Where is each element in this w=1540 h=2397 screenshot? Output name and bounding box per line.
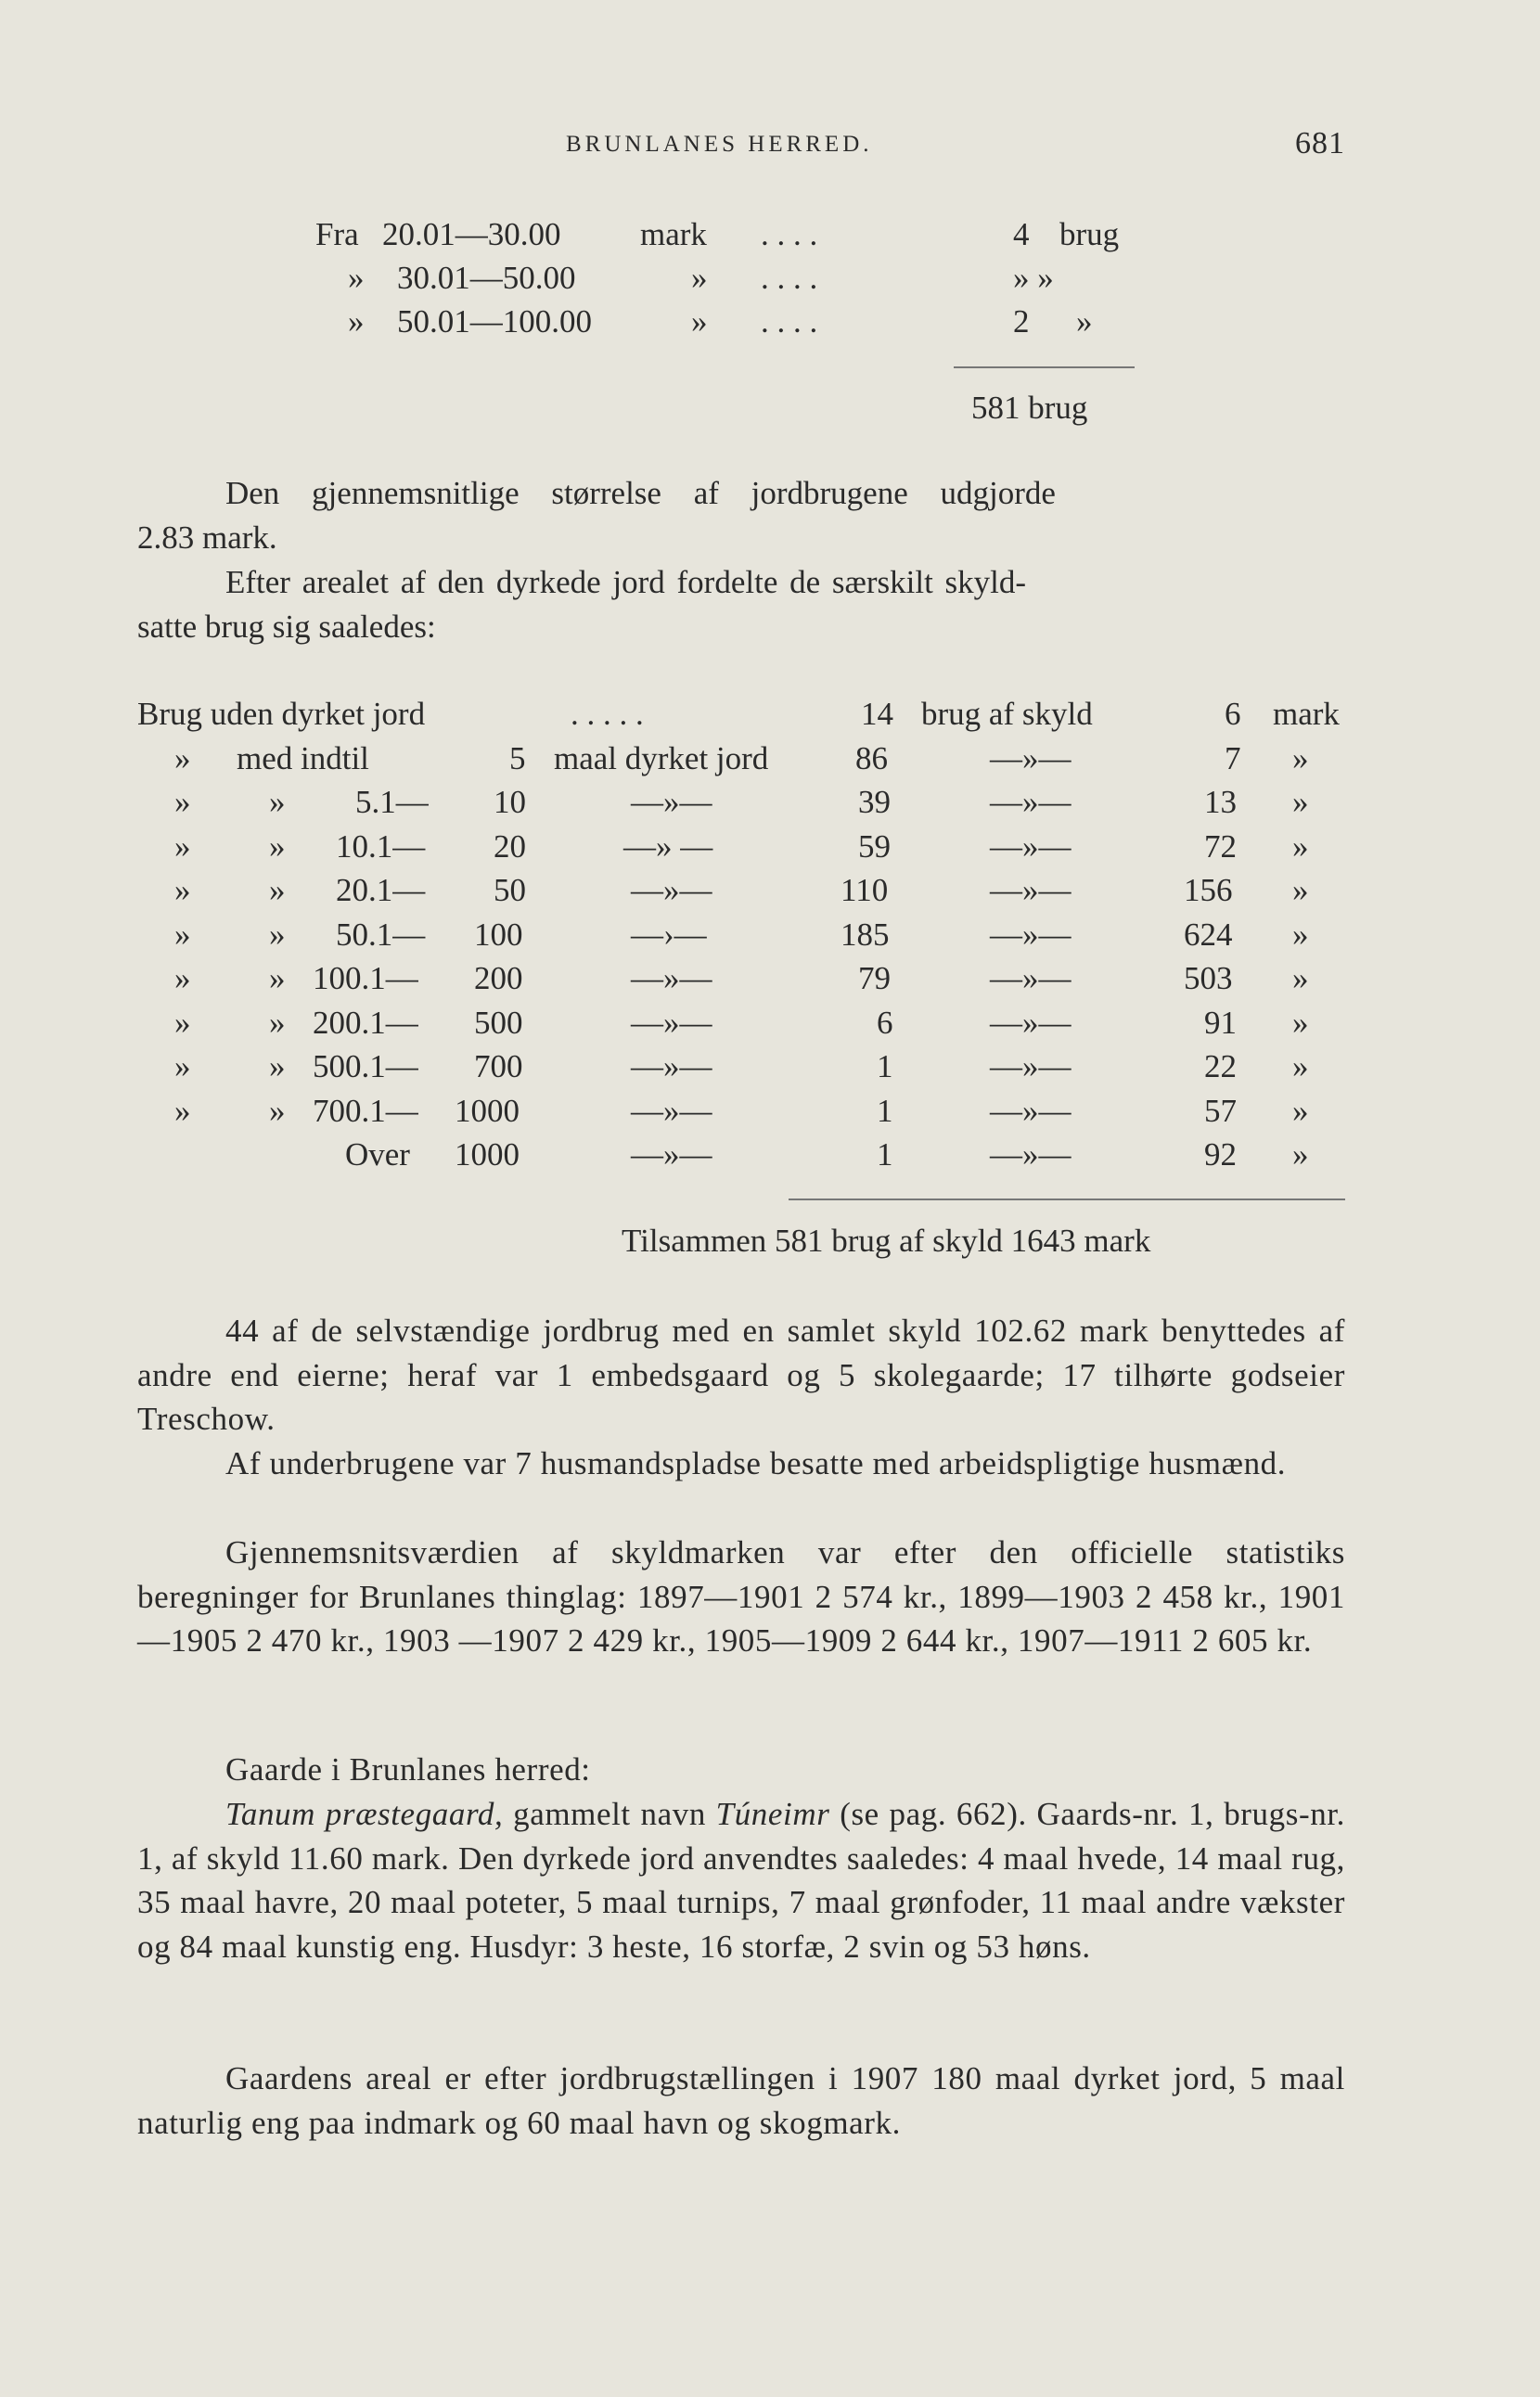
page-number: 681 (1295, 126, 1345, 160)
row-count: 2 (1013, 303, 1030, 340)
row-tail: brug (1059, 216, 1120, 252)
row-dots: . . . . . (571, 696, 644, 732)
row-quote: » (174, 740, 191, 776)
row-ditto: —»— (990, 916, 1072, 953)
row-ditto: —» — (623, 828, 713, 865)
row-ditto: —»— (631, 872, 712, 908)
sum-rule (789, 1198, 1345, 1200)
row-skyld: 7 (1225, 740, 1241, 776)
row-ditto: —»— (631, 1048, 712, 1084)
top-table-total: 581 brug (971, 390, 1088, 426)
row-dots: . . . . (761, 303, 818, 340)
sum-rule (954, 366, 1135, 368)
row-quote: » (269, 960, 286, 996)
row-to: 1000 (455, 1136, 520, 1173)
row-range: 30.01—50.00 (397, 260, 576, 296)
row-quote: » (174, 828, 191, 865)
row-skyld: 72 (1204, 828, 1237, 865)
row-count: 4 (1013, 216, 1030, 252)
para3-text: 44 af de selvstændige jordbrug med en samlet skyld 102.62 mark benyttedes af andre end eierne; heraf var 1 embedsgaard og 5 skolegaarde; 17 tilhørte godseier Treschow. (137, 1313, 1345, 1437)
row-label: Brug uden dyrket jord (137, 696, 426, 732)
row-to: 10 (494, 784, 526, 820)
row-ditto: —»— (990, 740, 1072, 776)
row-quote: » (269, 872, 286, 908)
row-to: 700 (474, 1048, 523, 1084)
row-unit: » (1292, 916, 1309, 953)
para1-line1-wrap (225, 475, 1345, 512)
row-from: 500.1— (313, 1048, 418, 1084)
row-ditto: —»— (990, 784, 1072, 820)
row-dots: . . . . (761, 216, 818, 252)
running-header (139, 126, 1345, 173)
row-unit: » (1292, 828, 1309, 865)
row-skyld: 624 (1184, 916, 1233, 953)
row-quote: » (174, 784, 191, 820)
row-ditto: —»— (990, 960, 1072, 996)
row-from: 20.1— (336, 872, 426, 908)
row-skyld: 6 (1225, 696, 1241, 732)
para5-text: Gjennemsnitsværdien af skyldmarken var efter den officielle statistiks beregninger for Brunlanes thinglag: 1897—1901 2 574 kr., 1899—1903 2 458 kr., 1901—1905 2 470 kr., 1903 —1907 2 429 kr., 1905—1909 2 644 kr., 1907—1911 2 605 kr. (137, 1534, 1345, 1659)
row-count: 59 (858, 828, 891, 865)
row-unit: » (1292, 1005, 1309, 1041)
row-skyld: 22 (1204, 1048, 1237, 1084)
row-quote: » (269, 1048, 286, 1084)
row-ditto: —»— (990, 1048, 1072, 1084)
row-count: 110 (841, 872, 889, 908)
farm-name: Tanum præstegaard, (225, 1796, 504, 1832)
row-skyld: 91 (1204, 1005, 1237, 1041)
row-from: 50.1— (336, 916, 426, 953)
row-count: 1 (877, 1136, 893, 1173)
row-ditto: —»— (631, 960, 712, 996)
row-unit: » (1292, 1048, 1309, 1084)
row-unit: » (1292, 1093, 1309, 1129)
row-quote: » (174, 1048, 191, 1084)
row-to: 200 (474, 960, 523, 996)
row-skyld: 57 (1204, 1093, 1237, 1129)
row-ditto: —»— (990, 872, 1072, 908)
row-unit: mark (1273, 696, 1340, 732)
header-title: BRUNLANES HERRED. (566, 132, 873, 157)
row-unit: » (1292, 960, 1309, 996)
row-from: 700.1— (313, 1093, 418, 1129)
row-range: 50.01—100.00 (397, 303, 592, 340)
row-quote: » (269, 828, 286, 865)
para6-text: Gaarde i Brunlanes herred: (225, 1751, 591, 1788)
row-quote: » (174, 916, 191, 953)
row-skyld: 13 (1204, 784, 1237, 820)
row-to: 1000 (455, 1093, 520, 1129)
row-skyld: 156 (1184, 872, 1233, 908)
row-quote: » (174, 960, 191, 996)
para6 (137, 1748, 1345, 1792)
row-unit: » (1292, 872, 1309, 908)
para4 (137, 1442, 1345, 1486)
para1-line1: Den gjennemsnitlige størrelse af jordbrugene udgjorde (225, 475, 1056, 511)
row-count: 79 (858, 960, 891, 996)
para7-text (137, 1792, 1345, 1968)
row-quote: » (269, 1005, 286, 1041)
para2-line1: Efter arealet af den dyrkede jord fordelte de særskilt skyld- (225, 564, 1027, 600)
row-ditto: —»— (631, 1093, 712, 1129)
row-quote: » (269, 784, 286, 820)
row-unit: » (691, 260, 708, 296)
brug-table-total: Tilsammen 581 brug af skyld 1643 mark (622, 1223, 1151, 1259)
row-ditto: —»— (990, 1093, 1072, 1129)
para4-text: Af underbrugene var 7 husmandspladse besatte med arbeidspligtige husmænd. (225, 1445, 1287, 1481)
row-to: 50 (494, 872, 526, 908)
row-quote: » (269, 916, 286, 953)
row-unit: mark (640, 216, 707, 252)
row-quote: » (269, 1093, 286, 1129)
row-ditto: —»— (631, 784, 712, 820)
row-quote: » (174, 1005, 191, 1041)
row-count: 6 (877, 1005, 893, 1041)
row-mid: brug af skyld (921, 696, 1093, 732)
row-ditto: —»— (990, 1136, 1072, 1173)
row-range: 20.01—30.00 (382, 216, 561, 252)
row-count: 1 (877, 1048, 893, 1084)
para8 (137, 2057, 1345, 2145)
row-count: » » (1013, 260, 1054, 296)
row-tail: » (1076, 303, 1093, 340)
row-unit: » (1292, 784, 1309, 820)
row-quote: » (174, 872, 191, 908)
para7 (137, 1792, 1345, 1968)
row-unit: » (691, 303, 708, 340)
row-quote: » (174, 1093, 191, 1129)
row-prefix: » (348, 260, 365, 296)
old-farm-name: Túneimr (715, 1796, 830, 1832)
row-ditto: —»— (631, 1136, 712, 1173)
row-count: 1 (877, 1093, 893, 1129)
row-skyld: 92 (1204, 1136, 1237, 1173)
row-from: 10.1— (336, 828, 426, 865)
row-from: 200.1— (313, 1005, 418, 1041)
row-unit: » (1292, 1136, 1309, 1173)
para7-rest: (se pag. 662). Gaards-nr. 1, brugs-nr. 1, af skyld 11.60 mark. Den dyrkede jord anvendtes saaledes: 4 maal hvede, 14 maal rug, 35 maal havre, 20 maal poteter, 5 maal turnips, 7 maal grønfoder, 11 maal andre vækster og 84 maal kunstig eng. Husdyr: 3 heste, 16 storfæ, 2 svin og 53 høns. (137, 1796, 1345, 1965)
row-to: 5 (509, 740, 526, 776)
para7-mid: gammelt navn (503, 1796, 716, 1832)
row-ditto: —»— (990, 828, 1072, 865)
para5 (137, 1531, 1345, 1663)
row-label: Over (345, 1136, 410, 1173)
row-ditto: —›— (631, 916, 707, 953)
row-ditto: —»— (631, 1005, 712, 1041)
row-to: 100 (474, 916, 523, 953)
row-label: med indtil (237, 740, 369, 776)
para8-text: Gaardens areal er efter jordbrugstællingen i 1907 180 maal dyrket jord, 5 maal naturlig eng paa indmark og 60 maal havn og skogmark. (137, 2060, 1345, 2141)
row-dots: . . . . (761, 260, 818, 296)
para2-line2: satte brug sig saaledes: (137, 609, 436, 645)
row-count: 39 (858, 784, 891, 820)
row-from: 5.1— (355, 784, 429, 820)
row-to: 500 (474, 1005, 523, 1041)
row-count: 185 (841, 916, 890, 953)
row-prefix: » (348, 303, 365, 340)
para3 (137, 1309, 1345, 1442)
row-skyld: 503 (1184, 960, 1233, 996)
row-unit: » (1292, 740, 1309, 776)
para1-line2: 2.83 mark. (137, 519, 277, 556)
row-to: 20 (494, 828, 526, 865)
row-ditto: —»— (990, 1005, 1072, 1041)
row-from: 100.1— (313, 960, 418, 996)
row-count: 14 (861, 696, 893, 732)
row-count: 86 (855, 740, 888, 776)
row-mid: maal dyrket jord (554, 740, 769, 776)
row-prefix: Fra (315, 216, 359, 252)
